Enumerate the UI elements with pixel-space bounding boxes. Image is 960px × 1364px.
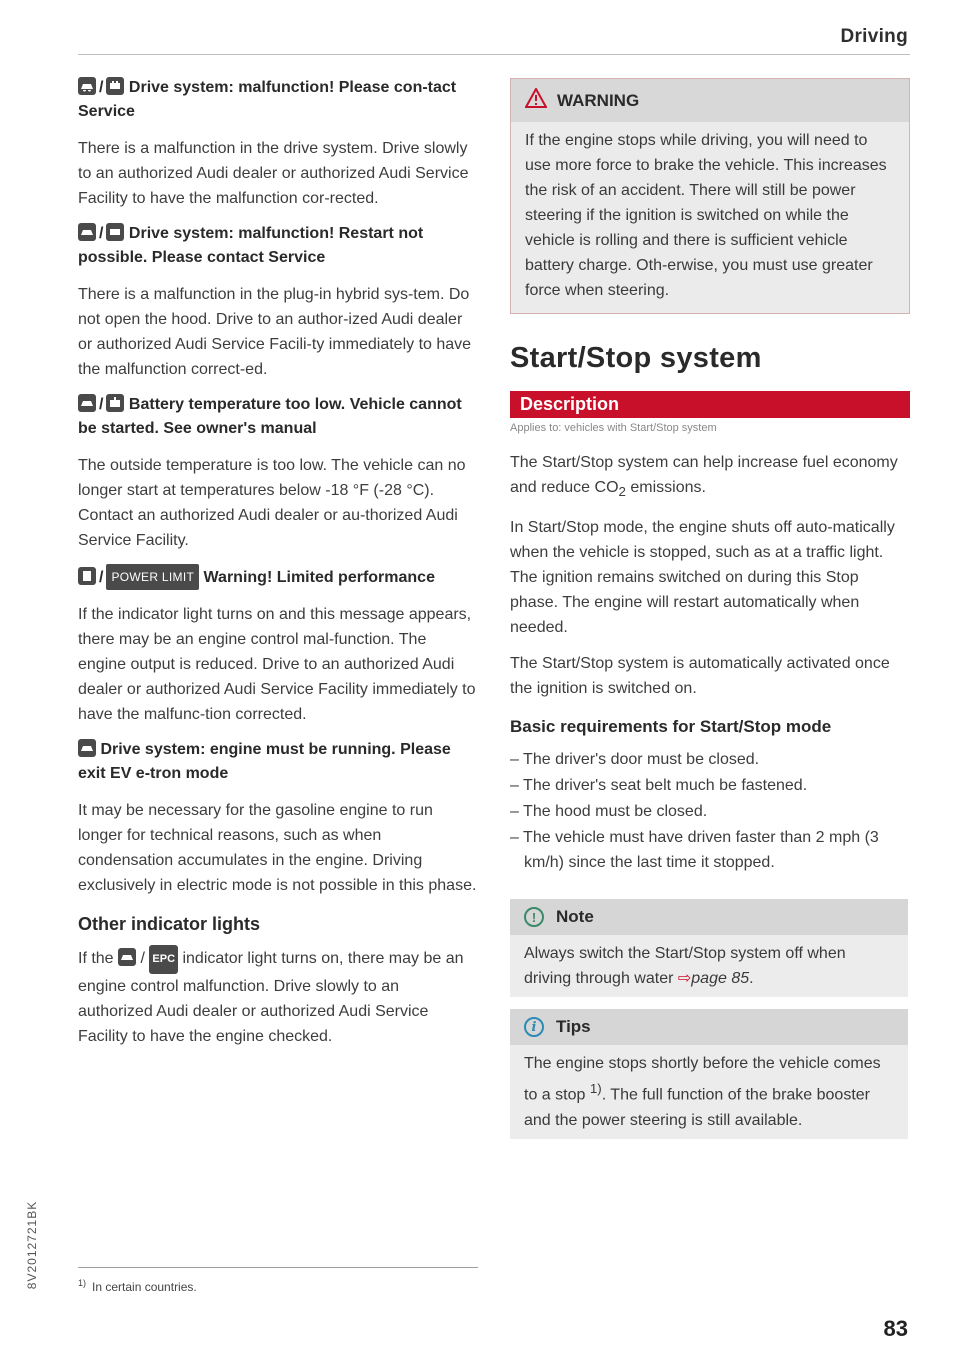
power-indicator-icon (78, 567, 96, 585)
tips-pre: The engine stops shortly before the vehicle comes to a stop (524, 1055, 881, 1104)
info-icon: i (524, 1017, 544, 1037)
side-document-code (22, 1168, 39, 1328)
separator: / (99, 79, 104, 96)
list-item: – The vehicle must have driven faster than 2 mph (3 km/h) since the last time it stopped. (510, 829, 879, 872)
requirements-heading: Basic requirements for Start/Stop mode (510, 717, 832, 737)
message-heading-2 (78, 222, 478, 270)
drive-system-icon (78, 77, 96, 95)
description-bar: Description (510, 391, 910, 418)
page-reference-link[interactable]: page 85 (691, 970, 750, 988)
other-post: indicator light turns on, there may be an engine control malfunction. Drive slowly to an authorized Audi dealer or authorized Audi Service Facility to have the engine checked. (78, 950, 464, 1045)
warning-triangle-icon (525, 88, 547, 113)
separator: / (99, 225, 104, 242)
message-title-5: Drive system: engine must be running. Please exit EV e-tron mode (78, 741, 451, 782)
requirements-list (510, 747, 910, 875)
note-title (510, 899, 908, 935)
section-title: Driving (840, 26, 908, 47)
tips-title (510, 1009, 908, 1045)
p1-pre: The Start/Stop system can help increase fuel economy and reduce CO (510, 454, 898, 496)
right-column (510, 78, 910, 1151)
note-title-text: Note (556, 907, 594, 927)
separator: / (140, 950, 145, 967)
p1-post: emissions. (625, 479, 706, 496)
footnote-text: In certain countries. (92, 1280, 197, 1294)
drive-system-icon (78, 739, 96, 757)
note-text: Always switch the Start/Stop system off when driving through water (524, 945, 846, 988)
epc-icon: EPC (149, 945, 178, 974)
message-body-2: There is a malfunction in the plug-in hybrid sys-tem. Do not open the hood. Drive to an author-ized Audi dealer or authorized Audi Service Facili-ty immediately to have the malfunction correct-ed. (78, 286, 472, 378)
footnote-mark: 1) (78, 1278, 87, 1288)
message-title-1: Drive system: malfunction! Please con-tact Service (78, 79, 457, 120)
applies-to: Applies to: vehicles with Start/Stop system (510, 422, 717, 434)
note-end: . (749, 970, 754, 988)
other-indicator-heading: Other indicator lights (78, 914, 261, 934)
page-number: 83 (883, 1316, 908, 1341)
message-heading-1 (78, 76, 478, 124)
p1-sub: 2 (618, 484, 626, 500)
header-rule (78, 54, 910, 55)
activation-paragraph: The Start/Stop system is automatically activated once the ignition is switched on. (510, 655, 890, 698)
separator: / (99, 569, 104, 586)
message-heading-5 (78, 738, 478, 786)
hybrid-warning-icon (106, 223, 124, 241)
message-heading-4 (78, 564, 478, 590)
warning-box (510, 78, 910, 314)
hybrid-warning-icon (106, 77, 124, 95)
power-limit-badge: POWER LIMIT (106, 564, 199, 590)
footnote-rule (78, 1267, 478, 1268)
document-code-text: 8V2012721BK (25, 1200, 39, 1290)
separator: / (99, 396, 104, 413)
footnote (78, 1278, 197, 1294)
drive-system-icon (78, 223, 96, 241)
message-heading-3 (78, 393, 478, 441)
drive-system-icon (78, 394, 96, 412)
intro-paragraph (510, 450, 910, 504)
page-title: Start/Stop system (510, 342, 762, 374)
note-body (510, 935, 908, 997)
left-column (78, 76, 478, 1060)
tips-body (510, 1045, 908, 1138)
warning-body: If the engine stops while driving, you will need to use more force to brake the vehicle. This increases the risk of an accident. There will still be power steering if the ignition is switched on while the vehicle is rolling and there is sufficient vehicle battery charge. Oth-erwise, you must use greater force when steering. (525, 132, 887, 299)
message-body-3: The outside temperature is too low. The vehicle can no longer start at temperatures below -18 °F (-28 °C). Contact an authorized Audi dealer or au-thorized Audi Service Facility. (78, 457, 466, 549)
drive-system-icon (118, 948, 136, 966)
message-body-5: It may be necessary for the gasoline engine to run longer for technical reasons, such as when condensation accumulates in the engine. Driving exclusively in electric mode is not possible in this phase. (78, 802, 477, 894)
other-pre: If the (78, 950, 114, 967)
list-item: – The hood must be closed. (510, 803, 708, 821)
tips-post: . The full function of the brake booster and the power steering is still available. (524, 1086, 870, 1129)
message-body-1: There is a malfunction in the drive system. Drive slowly to an authorized Audi dealer or authorized Audi Service Facility to have the malfunction cor-rected. (78, 140, 469, 207)
startstop-mode-paragraph: In Start/Stop mode, the engine shuts off auto-matically when the vehicle is stopped, such as at a traffic light. The ignition remains switched on during this Stop phase. The engine will restart automatically when needed. (510, 519, 895, 637)
list-item: – The driver's seat belt much be fastened. (510, 777, 808, 795)
warning-title (511, 79, 909, 122)
message-title-3: Battery temperature too low. Vehicle cannot be started. See owner's manual (78, 396, 462, 437)
list-item: – The driver's door must be closed. (510, 751, 760, 769)
tips-box (510, 1009, 908, 1138)
tips-title-text: Tips (556, 1017, 591, 1037)
warning-title-text: WARNING (557, 90, 640, 110)
footnote-reference: 1) (589, 1081, 602, 1097)
battery-temperature-icon (106, 394, 124, 412)
note-box (510, 899, 908, 997)
message-body-4: If the indicator light turns on and this message appears, there may be an engine control mal-function. The engine output is reduced. Drive to an authorized Audi dealer or authorized Audi Service Facility immediately to have the malfunc-tion corrected. (78, 606, 476, 723)
message-title-2: Drive system: malfunction! Restart not possible. Please contact Service (78, 225, 424, 266)
message-title-4: Warning! Limited performance (203, 569, 435, 586)
other-indicator-body (78, 945, 478, 1049)
note-exclamation-icon: ! (524, 907, 544, 927)
reference-arrow-icon: ⇨ (677, 970, 692, 988)
